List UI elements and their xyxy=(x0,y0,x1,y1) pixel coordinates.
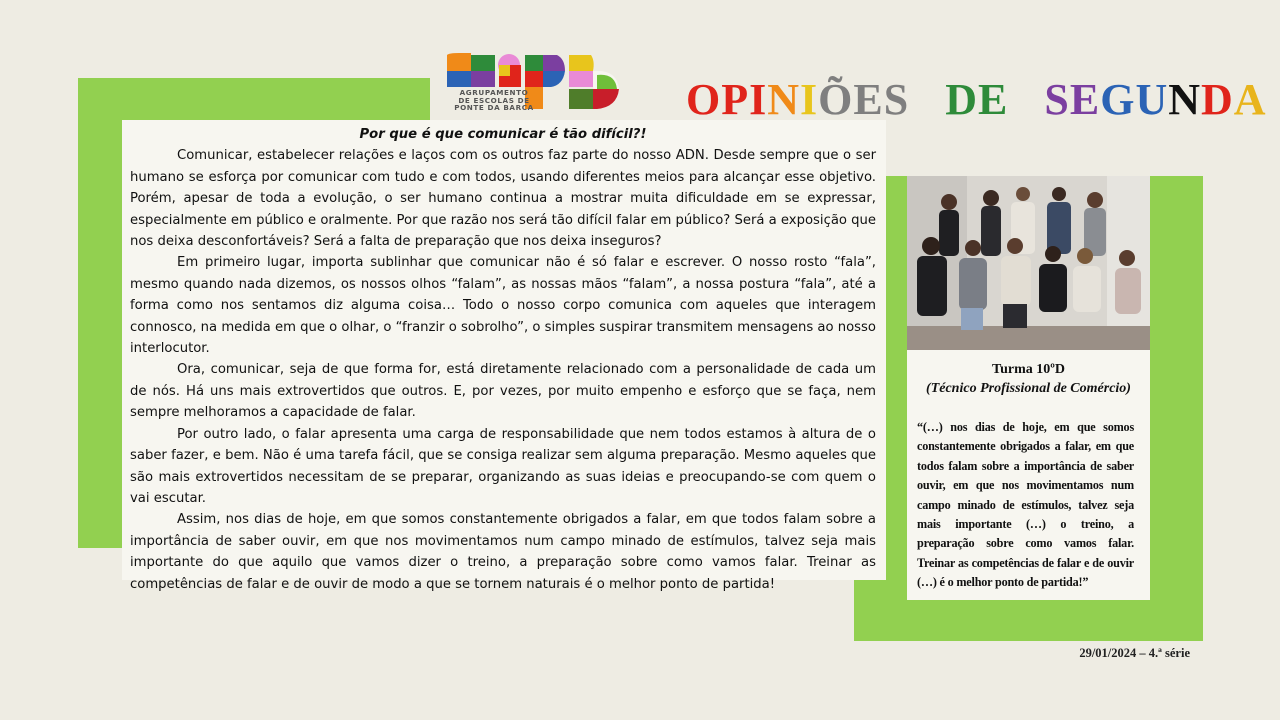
title-letter: N xyxy=(1168,75,1202,124)
article-paragraph: Em primeiro lugar, importa sublinhar que comunicar não é só falar e escrever. O nosso rosto “fala”, mesmo quando nada dizemos, os nossos olhos “falam”, as nossas mãos “falam”, a nossa postura “fala”, até a forma como nos sentamos diz alguma coisa… Todo o nosso corpo comunica com aqueles que interagem connosco, na medida em que o olhar, o “franzir o sobrolho”, o simples suspirar transmitem mensagens ao nosso interlocutor. xyxy=(130,255,876,357)
article-body xyxy=(130,124,876,595)
title-letter: D xyxy=(945,75,979,124)
issue-date: 29/01/2024 – 4.ª série xyxy=(1079,646,1190,660)
title-letter xyxy=(1008,70,1044,130)
title-letter: D xyxy=(1201,75,1234,124)
class-photo xyxy=(907,176,1150,350)
title-letter: Õ xyxy=(818,75,854,124)
title-letter xyxy=(909,70,945,130)
page-title xyxy=(686,70,1267,130)
title-letter: I xyxy=(749,75,768,124)
title-letter: E xyxy=(978,75,1009,124)
title-letter: U xyxy=(1135,75,1169,124)
title-letter: S xyxy=(883,75,910,124)
logo-text: AGRUPAMENTO DE ESCOLAS DE PONTE DA BARCA xyxy=(454,88,534,113)
title-letter: A xyxy=(1233,75,1267,124)
title-letter: P xyxy=(721,75,750,124)
photo-caption xyxy=(907,360,1150,398)
article-title: Por que é que comunicar é tão difícil?! xyxy=(359,127,647,142)
sidebar-quote: “(…) nos dias de hoje, em que somos constantemente obrigados a falar, em que todos falam sobre a importância de saber ouvir, em que nos movimentamos num campo minado de estímulos, talvez seja mais importante (…) o treino, a preparação sobre como vamos falar. Treinar as competências de falar e de ouvir (…) é o melhor ponto de partida!” xyxy=(917,420,1134,590)
title-letter: E xyxy=(1069,75,1101,124)
class-name: Turma 10ºD xyxy=(992,362,1065,377)
title-letter: I xyxy=(800,75,819,124)
article-paragraph: Comunicar, estabelecer relações e laços com os outros faz parte do nosso ADN. Desde sempre que o ser humano se esforça por comunicar com tudo e com todos, usando diferentes meios para alcançar esse objetivo. Porém, apesar de toda a evolução, o ser humano continua a mostrar muita dificuldade em se expressar, especialmente em público e oralmente. Por que razão nos será tão difícil falar em público? Será a exposição que nos deixa desconfortáveis? Será a falta de preparação que nos deixa inseguros? xyxy=(130,148,877,250)
title-letter: S xyxy=(1044,75,1070,124)
article-paragraph: Ora, comunicar, seja de que forma for, está diretamente relacionado com a personalidade de cada um de nós. Há uns mais extrovertidos que outros. E, por vezes, por muito empenho e esforço que se faça, nem sempre melhoramos a capacidade de falar. xyxy=(130,362,876,421)
article-paragraph: Assim, nos dias de hoje, em que somos constantemente obrigados a falar, em que todos falam sobre a importância de saber ouvir, em que nos movimentamos num campo minado de estímulos, talvez seja mais importante do que aquilo que vamos dizer o treino, a preparação sobre como vamos falar. Treinar as competências de falar e de ouvir de modo a que se tornem naturais é o melhor ponto de partida! xyxy=(130,512,876,592)
article-paragraph: Por outro lado, o falar apresenta uma carga de responsabilidade que nem todos estamos à altura de o saber fazer, e bem. Não é uma tarefa fácil, que se consiga realizar sem alguma preparação. Mesmo aqueles que são mais extrovertidos necessitam de se preparar, organizando as suas ideias e preocupando-se com quem o vai escutar. xyxy=(130,426,876,506)
title-letter: N xyxy=(767,75,801,124)
course-name: (Técnico Profissional de Comércio) xyxy=(926,381,1131,396)
title-letter: O xyxy=(686,75,722,124)
title-letter: E xyxy=(853,75,884,124)
title-letter: G xyxy=(1100,75,1136,124)
